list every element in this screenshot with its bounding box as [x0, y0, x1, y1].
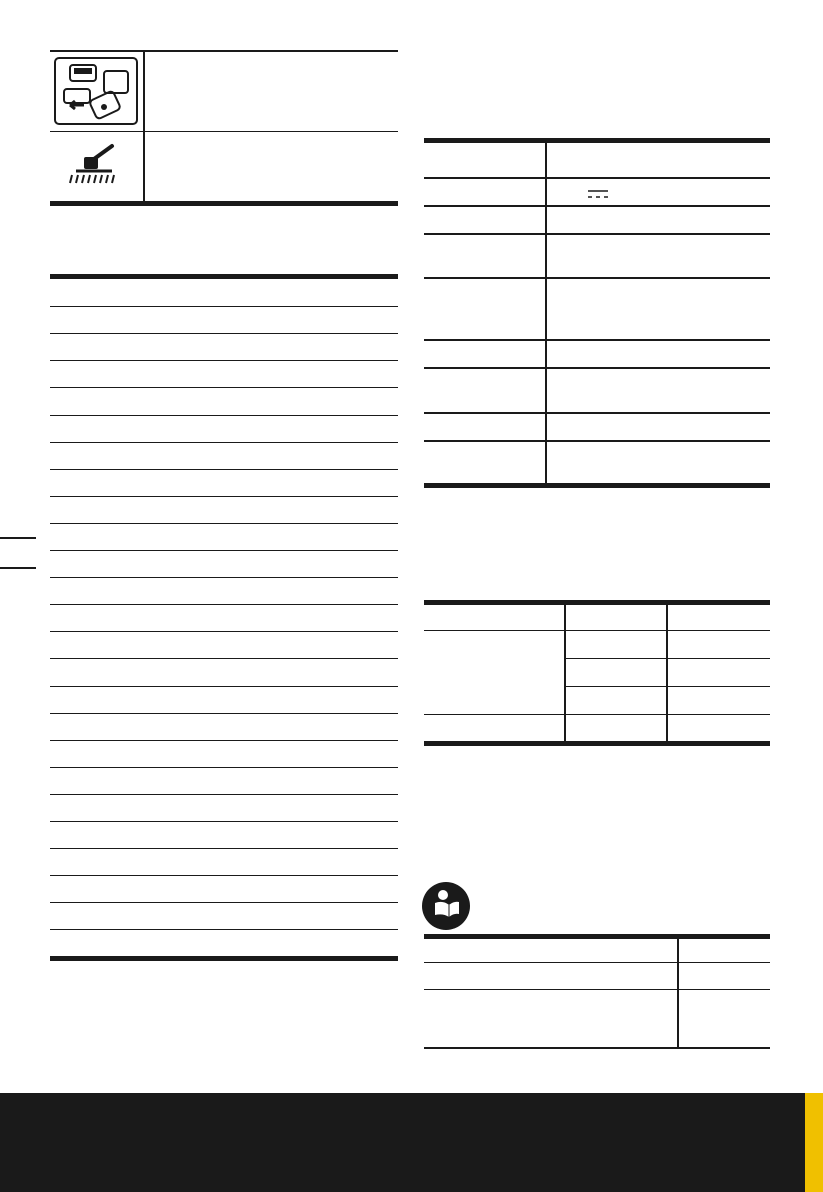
tech-data-divider — [424, 177, 770, 179]
tool-surface-icon — [66, 143, 122, 187]
parts-list-divider — [50, 387, 398, 388]
parts-list-divider — [50, 658, 398, 659]
parts-list-divider — [50, 848, 398, 849]
tech-data-divider — [424, 412, 770, 414]
charger-battery-icon — [54, 57, 138, 125]
tech-data-divider — [424, 277, 770, 279]
parts-list-divider — [50, 794, 398, 795]
section-marker-bottom — [0, 567, 36, 569]
parts-list-divider — [50, 740, 398, 741]
parts-list-divider — [50, 496, 398, 497]
tech-data-divider — [424, 205, 770, 207]
footer-edge-accent — [805, 1093, 823, 1192]
parts-list-divider — [50, 875, 398, 876]
parts-list-divider — [50, 550, 398, 551]
section-marker-top — [0, 537, 36, 539]
parts-list-divider — [50, 767, 398, 768]
dc-symbol-icon — [587, 188, 609, 200]
parts-list-divider — [50, 577, 398, 578]
parts-list-divider — [50, 415, 398, 416]
parts-list-divider — [50, 631, 398, 632]
tech-data-divider — [424, 367, 770, 369]
read-manual-icon — [421, 881, 471, 931]
parts-list-divider — [50, 686, 398, 687]
parts-list-divider — [50, 360, 398, 361]
parts-list-divider — [50, 306, 398, 307]
parts-list-divider — [50, 902, 398, 903]
parts-list-divider — [50, 469, 398, 470]
page-footer — [0, 1093, 823, 1192]
tech-data-divider — [424, 233, 770, 235]
parts-list-divider — [50, 523, 398, 524]
parts-list-divider — [50, 442, 398, 443]
parts-list-divider — [50, 604, 398, 605]
tech-data-divider — [424, 339, 770, 341]
parts-list-divider — [50, 929, 398, 930]
parts-list-divider — [50, 713, 398, 714]
tech-data-divider — [424, 440, 770, 442]
parts-list-divider — [50, 333, 398, 334]
parts-list-divider — [50, 821, 398, 822]
